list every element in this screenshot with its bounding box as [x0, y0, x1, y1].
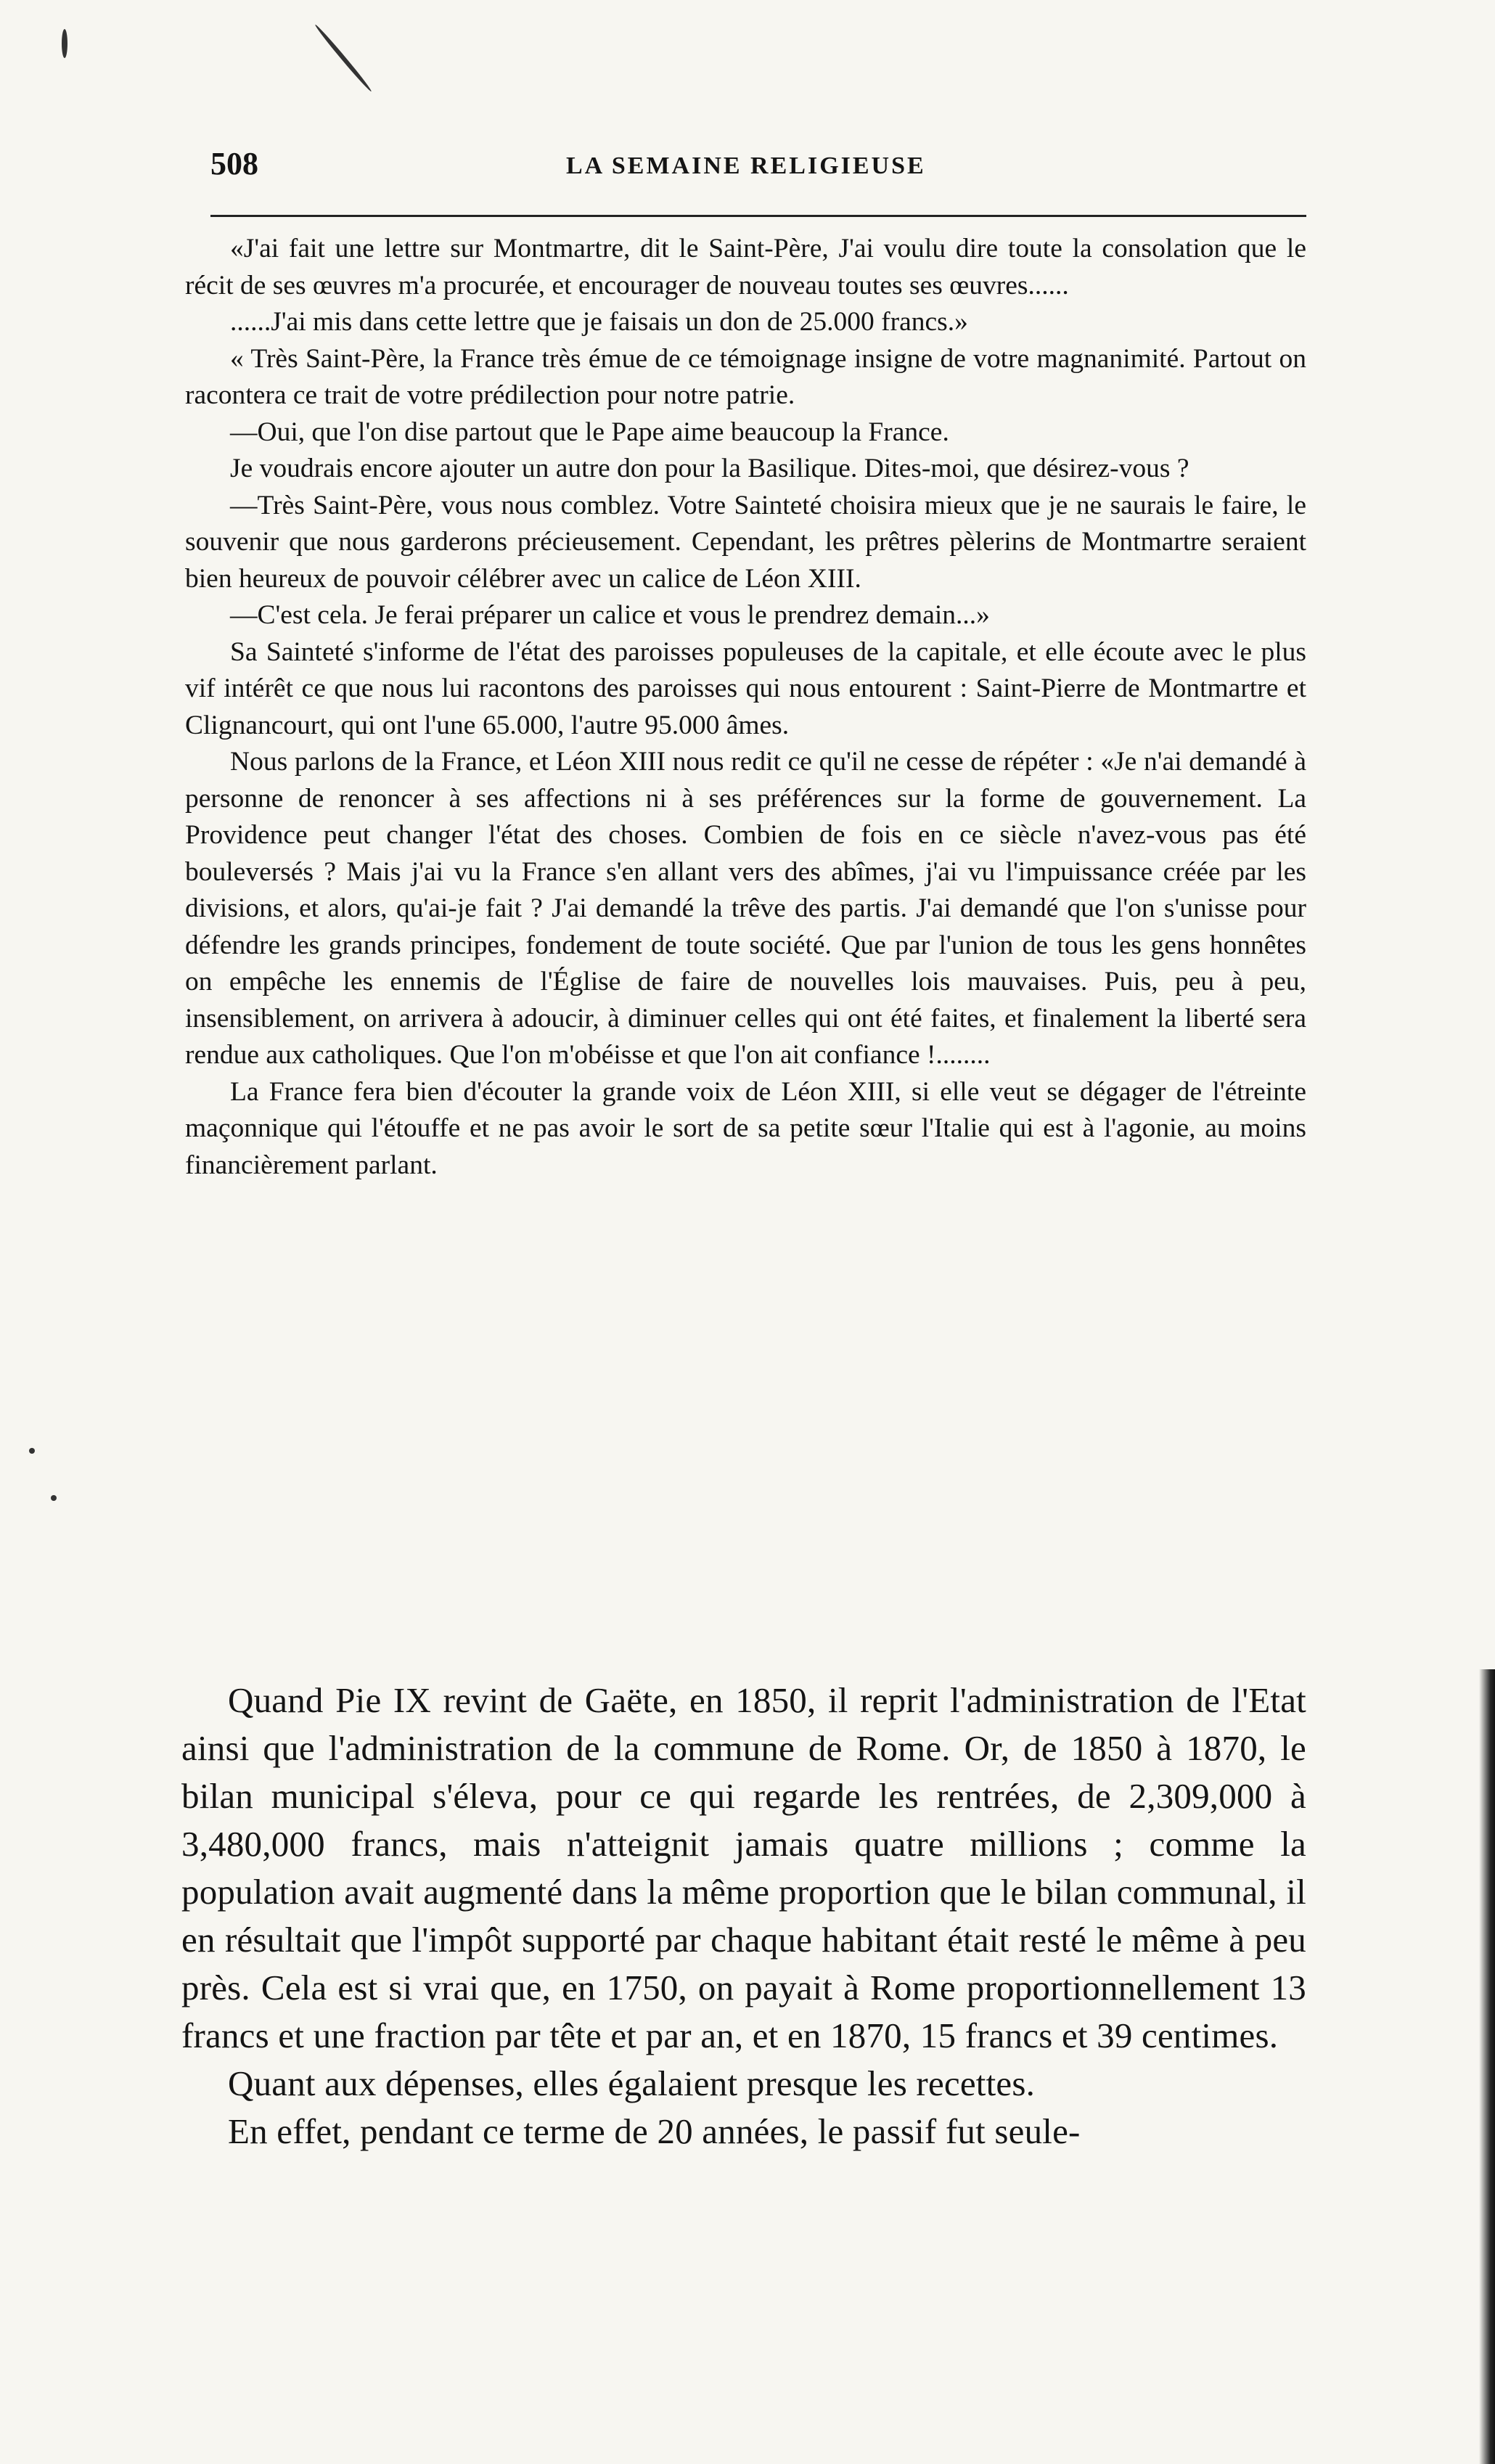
paragraph: «J'ai fait une lettre sur Montmartre, dit le Saint-Père, J'ai voulu dire toute la consolation que le récit de ses œuvres m'a procurée, et encourager de nouveau toutes ses œuvres...... [185, 234, 1306, 300]
paragraph: Nous parlons de la France, et Léon XIII nous redit ce qu'il ne cesse de répéter : «Je n'ai demandé à personne de renoncer à ses affections ni à ses préférences sur la forme de gouvernement. La Providence peut changer l'état des choses. Combien de fois en ce siècle n'avez-vous pas été bouleversés ? Mais j'ai vu la France s'en allant vers des abîmes, j'ai vu l'impuissance créée par les divisions, et alors, qu'ai-je fait ? J'ai demandé la trêve des partis. J'ai demandé que l'on s'unisse pour défendre les grands principes, fondement de toute société. Que par l'union de tous les gens honnêtes on empêche les ennemis de l'Église de faire de nouvelles lois mauvaises. Puis, peu à peu, insensiblement, on arrivera à adoucir, à diminuer celles qui ont été faites, et finalement la liberté sera rendue aux catholiques. Que l'on m'obéisse et que l'on ait confiance !........ [185, 747, 1306, 1070]
paragraph: Je voudrais encore ajouter un autre don pour la Basilique. Dites-moi, que désirez-vous ? [230, 454, 1189, 483]
scan-speck [29, 1448, 35, 1454]
scan-speck [62, 29, 67, 58]
running-title: LA SEMAINE RELIGIEUSE [566, 152, 926, 179]
paragraph: —Oui, que l'on dise partout que le Pape aime beaucoup la France. [230, 417, 949, 447]
header-rule [210, 215, 1306, 217]
paragraph: Sa Sainteté s'informe de l'état des paroisses populeuses de la capitale, et elle écoute avec le plus vif intérêt ce que nous lui racontons des paroisses qui nous entourent : Saint-Pierre de Montmartre et Clignancourt, qui ont l'une 65.000, l'autre 95.000 âmes. [185, 637, 1306, 740]
scan-speck [314, 23, 373, 93]
scan-speck [51, 1495, 57, 1501]
paragraph: Quant aux dépenses, elles égalaient presque les recettes. [228, 2063, 1036, 2103]
paragraph: En effet, pendant ce terme de 20 années, le passif fut seule- [228, 2111, 1081, 2151]
finance-section [181, 1677, 1306, 2156]
paragraph: —C'est cela. Je ferai préparer un calice et vous le prendrez demain...» [230, 600, 990, 630]
interview-section [185, 231, 1306, 1184]
paragraph: —Très Saint-Père, vous nous comblez. Votre Sainteté choisira mieux que je ne saurais le faire, le souvenir que nous garderons précieusement. Cependant, les prêtres pèlerins de Montmartre seraient bien heureux de pouvoir célébrer avec un calice de Léon XIII. [185, 490, 1306, 594]
page-header [210, 145, 1306, 196]
binding-shadow [1479, 1669, 1495, 2464]
paragraph: « Très Saint-Père, la France très émue de ce témoignage insigne de votre magnanimité. Partout on racontera ce trait de votre prédilection pour notre patrie. [185, 343, 1306, 410]
page-number: 508 [210, 146, 258, 181]
paragraph: Quand Pie IX revint de Gaëte, en 1850, il reprit l'administration de l'Etat ainsi que l'administration de la commune de Rome. Or, de 1850 à 1870, le bilan municipal s'éleva, pour ce qui regarde les rentrées, de 2,309,000 à 3,480,000 francs, mais n'atteignit jamais quatre millions ; comme la population avait augmenté dans la même proportion que le bilan communal, il en résultait que l'impôt supporté par chaque habitant était resté le même à peu près. Cela est si vrai que, en 1750, on payait à Rome proportionnellement 13 francs et une fraction par tête et par an, et en 1870, 15 francs et 39 centimes. [181, 1680, 1306, 2055]
paragraph: ......J'ai mis dans cette lettre que je faisais un don de 25.000 francs.» [230, 307, 968, 337]
paragraph: La France fera bien d'écouter la grande voix de Léon XIII, si elle veut se dégager de l'étreinte maçonnique qui l'étouffe et ne pas avoir le sort de sa petite sœur l'Italie qui est à l'agonie, au moins financièrement parlant. [185, 1076, 1306, 1180]
